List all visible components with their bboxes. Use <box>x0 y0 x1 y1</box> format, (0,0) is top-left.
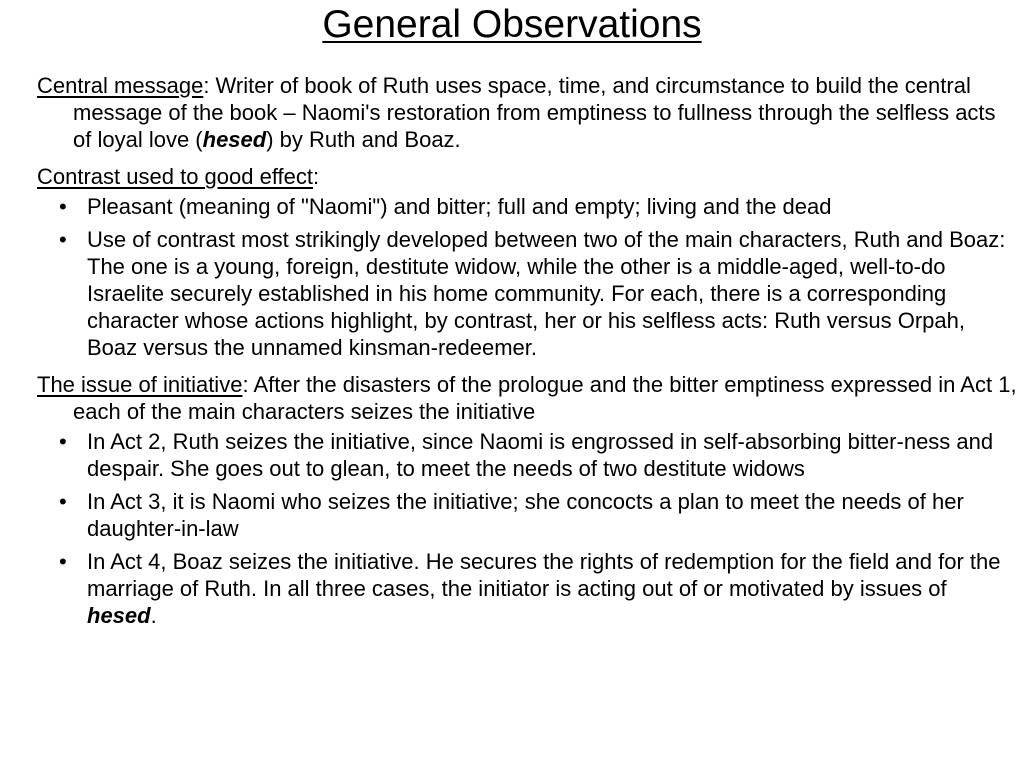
hesed-emphasis: hesed <box>202 127 267 152</box>
list-item-text-end: . <box>150 603 157 628</box>
list-item-text: In Act 4, Boaz seizes the initiative. He secures the rights of redemption for the field and for the marriage of Ruth. In all three cases, the initiator is acting out of or motivated by issues of <box>87 549 1001 601</box>
slide-content <box>37 72 1017 639</box>
central-message-section <box>37 72 1017 153</box>
bullet-icon: • <box>59 194 67 219</box>
hesed-emphasis: hesed <box>87 603 151 628</box>
initiative-heading: The issue of initiative <box>37 372 243 397</box>
list-item-text: In Act 3, it is Naomi who seizes the initiative; she concocts a plan to meet the needs of her daughter-in-law <box>87 489 964 541</box>
initiative-paragraph <box>37 371 1017 425</box>
central-message-heading: Central message <box>37 73 204 98</box>
contrast-heading-suffix: : <box>313 164 320 189</box>
list-item <box>37 428 1017 482</box>
list-item-text: Pleasant (meaning of "Naomi") and bitter; full and empty; living and the dead <box>87 194 832 219</box>
initiative-section <box>37 371 1017 629</box>
central-message-text-end: ) by Ruth and Boaz. <box>266 127 461 152</box>
contrast-heading-paragraph <box>37 163 1017 190</box>
list-item <box>37 548 1017 629</box>
list-item <box>37 193 1017 220</box>
bullet-icon: • <box>59 429 67 454</box>
contrast-bullet-list <box>37 193 1017 361</box>
central-message-text: : Writer of book of Ruth uses space, time, and circumstance to build the central message of the book – Naomi's restoration from emptiness to fullness through the selfless acts of loyal love ( <box>73 73 996 152</box>
central-message-paragraph <box>37 72 1017 153</box>
contrast-section <box>37 163 1017 361</box>
list-item <box>37 488 1017 542</box>
bullet-icon: • <box>59 227 67 252</box>
list-item <box>37 226 1017 361</box>
initiative-text: : After the disasters of the prologue and the bitter emptiness expressed in Act 1, each of the main characters seizes the initiative <box>73 372 1017 424</box>
list-item-text: In Act 2, Ruth seizes the initiative, since Naomi is engrossed in self-absorbing bitter-ness and despair. She goes out to glean, to meet the needs of two destitute widows <box>87 429 994 481</box>
bullet-icon: • <box>59 489 67 514</box>
initiative-bullet-list <box>37 428 1017 629</box>
slide-title: General Observations <box>322 3 702 46</box>
list-item-text: Use of contrast most strikingly developed between two of the main characters, Ruth and Boaz: The one is a young, foreign, destitute widow, while the other is a middle-aged, well-to-do Israelite securely established in his home community. For each, there is a corresponding character whose actions highlight, by contrast, her or his selfless acts: Ruth versus Orpah, Boaz versus the unnamed kinsman-redeemer. <box>87 227 1006 360</box>
contrast-heading: Contrast used to good effect <box>37 164 313 189</box>
bullet-icon: • <box>59 549 67 574</box>
